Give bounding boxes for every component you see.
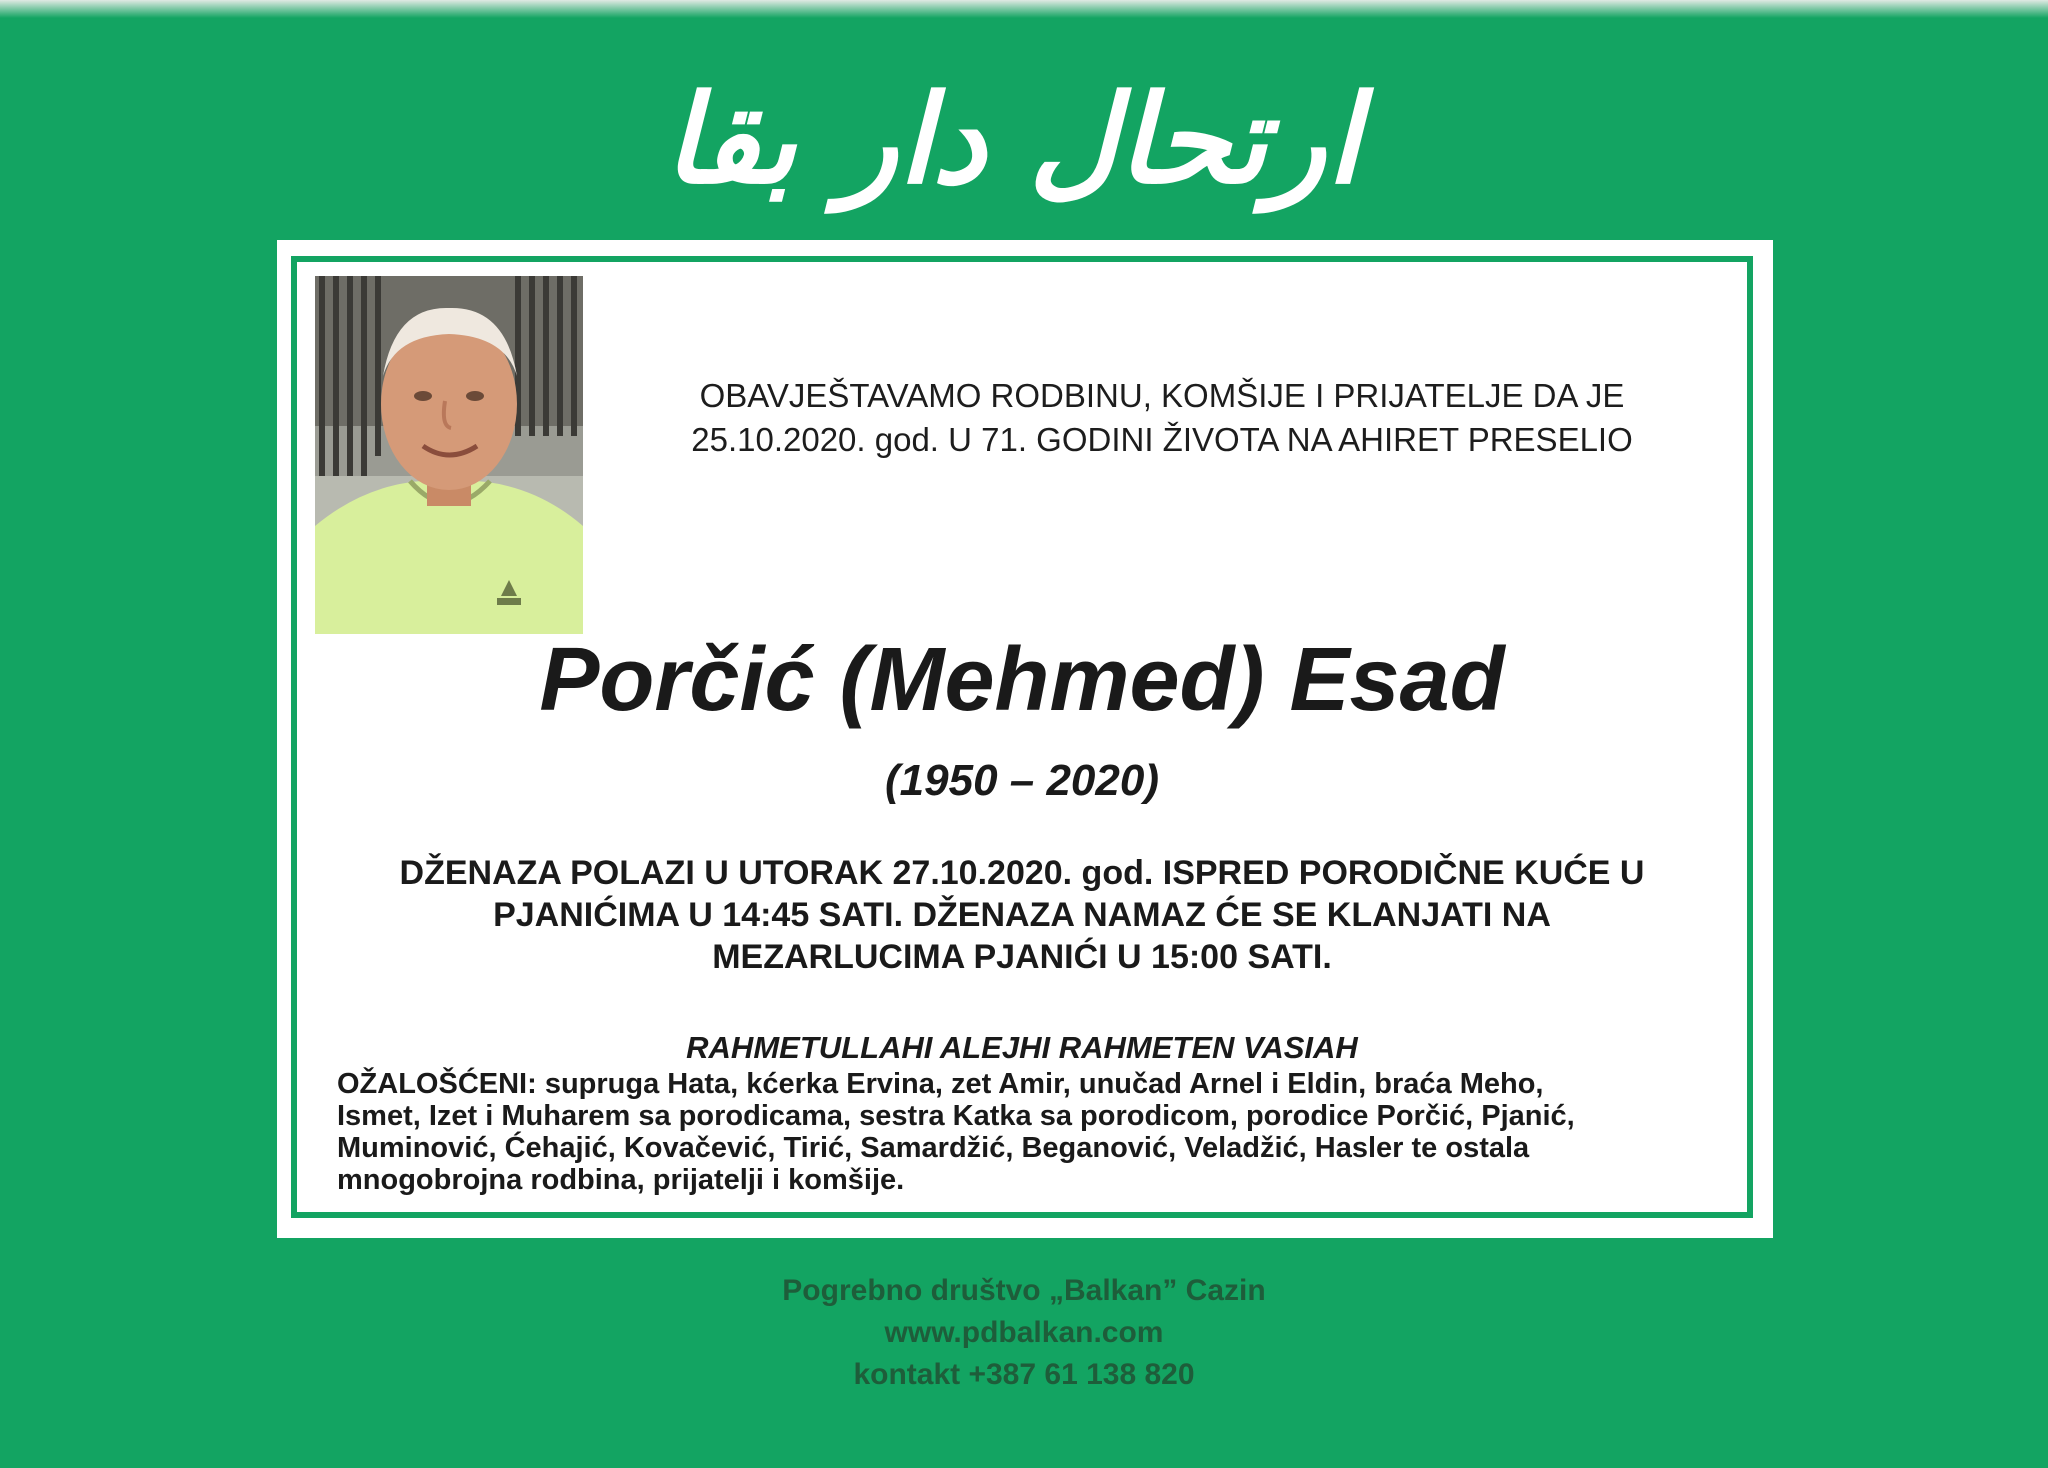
arabic-calligraphy-heading: ارتحال دار بقا	[663, 69, 1360, 211]
mourners-line: Ismet, Izet i Muharem sa porodicama, sestra Katka sa porodicom, porodice Porčić, Pjanić,	[337, 1100, 1575, 1132]
intro-line: OBAVJEŠTAVAMO RODBINU, KOMŠIJE I PRIJATELJE DA JE	[699, 377, 1625, 414]
mourners-list	[337, 1068, 1727, 1196]
deceased-photo	[315, 276, 583, 634]
funeral-line: PJANIĆIMA U 14:45 SATI. DŽENAZA NAMAZ ĆE SE KLANJATI NA	[493, 896, 1551, 934]
life-years: (1950 – 2020)	[885, 756, 1159, 805]
obituary-outer-frame	[277, 240, 1773, 1238]
announcement-intro	[597, 374, 1727, 462]
intro-line: 25.10.2020. god. U 71. GODINI ŽIVOTA NA AHIRET PRESELIO	[691, 421, 1633, 458]
deceased-name: Porčić (Mehmed) Esad	[539, 630, 1505, 730]
funeral-line: DŽENAZA POLAZI U UTORAK 27.10.2020. god. ISPRED PORODIČNE KUĆE U	[399, 854, 1645, 892]
top-edge-strip	[0, 0, 2048, 18]
mourners-line: mnogobrojna rodbina, prijatelji i komšije.	[337, 1164, 905, 1196]
mourners-line: Muminović, Ćehajić, Kovačević, Tirić, Samardžić, Beganović, Veladžić, Hasler te ostala	[337, 1132, 1530, 1164]
mourners-line: OŽALOŠĆENI: supruga Hata, kćerka Ervina, zet Amir, unučad Arnel i Eldin, braća Meho,	[337, 1068, 1544, 1100]
funeral-line: MEZARLUCIMA PJANIĆI U 15:00 SATI.	[712, 938, 1332, 976]
funeral-company-footer	[0, 1270, 2048, 1396]
prayer-line: RAHMETULLAHI ALEJHI RAHMETEN VASIAH	[686, 1030, 1358, 1065]
funeral-details	[337, 852, 1707, 978]
obituary-inner-frame	[291, 256, 1753, 1218]
company-website: www.pdbalkan.com	[884, 1316, 1164, 1349]
company-contact: kontakt +387 61 138 820	[853, 1358, 1195, 1391]
company-name: Pogrebno društvo „Balkan” Cazin	[782, 1274, 1266, 1307]
